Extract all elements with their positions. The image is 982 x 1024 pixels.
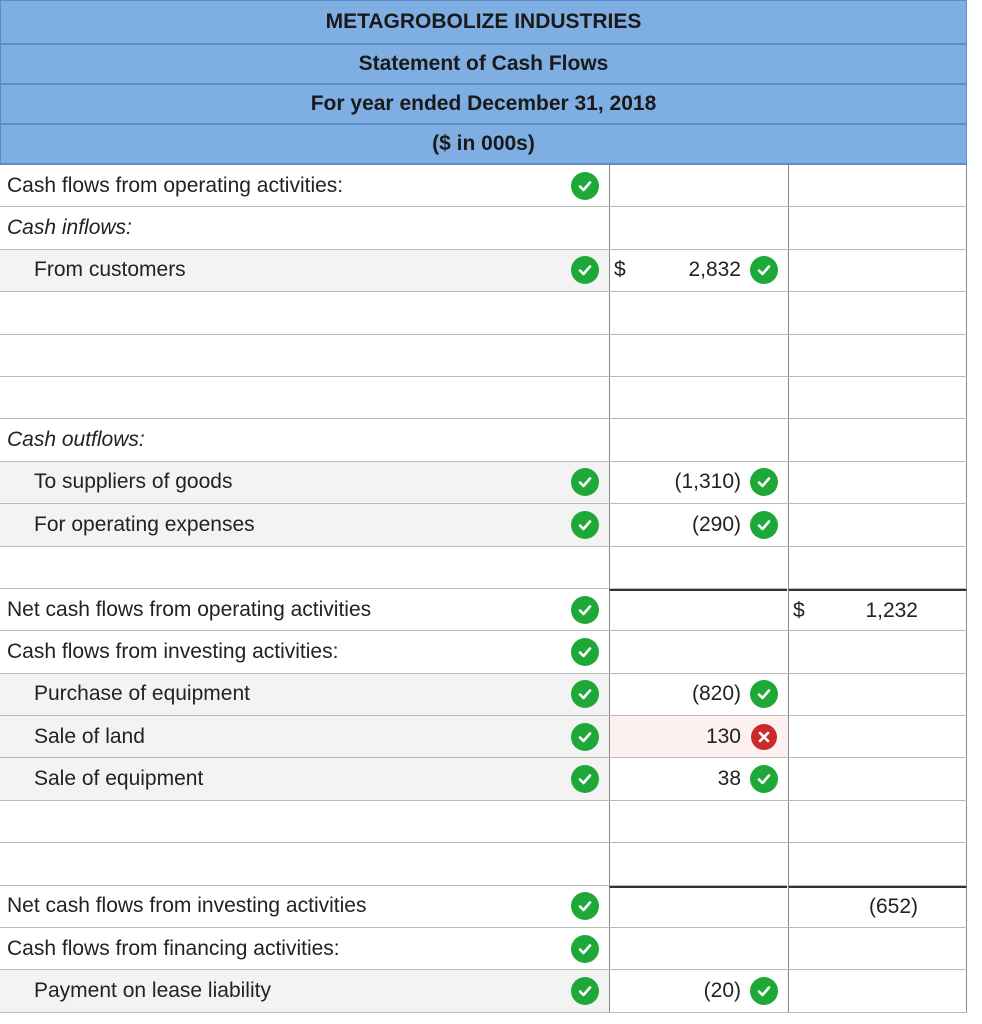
statement-title: Statement of Cash Flows [0, 45, 967, 85]
total-cell[interactable] [788, 928, 967, 969]
row-label[interactable] [0, 758, 608, 799]
table-row [0, 547, 967, 589]
total-cell[interactable] [788, 207, 967, 248]
check-icon [571, 172, 599, 200]
amount-cell[interactable] [609, 928, 787, 969]
amount-cell[interactable] [609, 207, 787, 248]
check-icon [750, 977, 778, 1005]
table-row [0, 843, 967, 885]
check-icon [571, 935, 599, 963]
amount-value: (290) [691, 512, 741, 536]
amount-cell[interactable] [609, 419, 787, 460]
total-cell[interactable] [788, 335, 967, 376]
table-row [0, 419, 967, 461]
row-label[interactable] [0, 716, 608, 757]
total-cell[interactable] [788, 970, 967, 1011]
total-cell[interactable] [788, 165, 967, 206]
check-icon [571, 468, 599, 496]
total-cell[interactable] [788, 292, 967, 333]
operating-expenses-label: For operating expenses [34, 512, 255, 536]
row-label[interactable] [0, 970, 608, 1011]
total-cell[interactable] [788, 250, 967, 291]
sale-equipment-label: Sale of equipment [34, 767, 204, 791]
amount-value: 2,832 [688, 258, 741, 282]
company-name: METAGROBOLIZE INDUSTRIES [0, 0, 967, 45]
check-icon [571, 680, 599, 708]
check-icon [571, 511, 599, 539]
table-row [0, 886, 967, 928]
amount-cell[interactable] [609, 292, 787, 333]
inv-heading-text: Cash flows from investing activities: [7, 639, 339, 663]
row-label[interactable] [0, 928, 608, 969]
amount-cell[interactable] [609, 886, 787, 927]
amount-cell[interactable] [609, 547, 787, 588]
check-icon [750, 256, 778, 284]
dollar-sign: $ [793, 598, 805, 622]
amount-value: (820) [691, 682, 741, 706]
amount-value: 130 [705, 724, 741, 748]
row-label[interactable] [0, 886, 608, 927]
row-label[interactable] [0, 504, 608, 545]
total-cell[interactable] [788, 419, 967, 460]
total-cell[interactable] [788, 801, 967, 842]
total-cell[interactable] [788, 589, 967, 630]
row-label[interactable] [0, 843, 608, 884]
check-icon [750, 765, 778, 793]
inflows-heading-text: Cash inflows: [7, 216, 132, 240]
amount-cell[interactable] [609, 335, 787, 376]
table-row [0, 292, 967, 334]
table-row [0, 674, 967, 716]
row-label[interactable] [0, 589, 608, 630]
op-heading-text: Cash flows from operating activities: [7, 173, 344, 197]
check-icon [750, 511, 778, 539]
total-value: (652) [868, 895, 918, 919]
amount-cell[interactable] [609, 801, 787, 842]
purchase-equipment-label: Purchase of equipment [34, 682, 250, 706]
table-row [0, 631, 967, 673]
table-row [0, 207, 967, 249]
total-cell[interactable] [788, 758, 967, 799]
total-cell[interactable] [788, 716, 967, 757]
total-value: 1,232 [865, 598, 918, 622]
fin-heading-text: Cash flows from financing activities: [7, 936, 340, 960]
amount-value: (1,310) [674, 470, 741, 494]
check-icon [571, 723, 599, 751]
table-row [0, 716, 967, 758]
lease-payment-label: Payment on lease liability [34, 979, 271, 1003]
amount-value: 38 [717, 767, 741, 791]
total-cell[interactable] [788, 886, 967, 927]
check-icon [571, 638, 599, 666]
row-label[interactable] [0, 801, 608, 842]
x-icon [751, 724, 777, 750]
amount-cell[interactable] [609, 165, 787, 206]
check-icon [571, 765, 599, 793]
units-label: ($ in 000s) [0, 125, 967, 165]
from-customers-label: From customers [34, 258, 186, 282]
amount-cell[interactable] [609, 377, 787, 418]
check-icon [571, 977, 599, 1005]
check-icon [571, 256, 599, 284]
amount-cell[interactable] [609, 843, 787, 884]
row-label[interactable] [0, 631, 608, 672]
table-row [0, 589, 967, 631]
to-suppliers-label: To suppliers of goods [34, 470, 233, 494]
row-label [0, 207, 608, 248]
row-label[interactable] [0, 377, 608, 418]
row-label [0, 419, 608, 460]
total-cell[interactable] [788, 504, 967, 545]
row-label[interactable] [0, 462, 608, 503]
total-cell[interactable] [788, 843, 967, 884]
table-row [0, 462, 967, 504]
check-icon [571, 892, 599, 920]
table-row [0, 335, 967, 377]
dollar-sign: $ [614, 258, 626, 282]
table-row [0, 970, 967, 1012]
outflows-heading-text: Cash outflows: [7, 428, 145, 452]
check-icon [571, 596, 599, 624]
row-label[interactable] [0, 250, 608, 291]
row-label[interactable] [0, 335, 608, 376]
sale-land-label: Sale of land [34, 724, 145, 748]
table-row [0, 377, 967, 419]
row-label[interactable] [0, 165, 608, 206]
table-row [0, 928, 967, 970]
total-cell[interactable] [788, 377, 967, 418]
row-label[interactable] [0, 547, 608, 588]
table-row [0, 250, 967, 292]
table-row [0, 165, 967, 207]
table-row [0, 504, 967, 546]
amount-cell[interactable] [609, 631, 787, 672]
net-operating-label: Net cash flows from operating activities [7, 597, 372, 621]
row-label[interactable] [0, 674, 608, 715]
total-cell[interactable] [788, 631, 967, 672]
check-icon [750, 468, 778, 496]
amount-value: (20) [703, 979, 741, 1003]
period-label: For year ended December 31, 2018 [0, 85, 967, 125]
table-row [0, 801, 967, 843]
total-cell[interactable] [788, 674, 967, 715]
amount-cell[interactable] [609, 589, 787, 630]
check-icon [750, 680, 778, 708]
total-cell[interactable] [788, 547, 967, 588]
total-cell[interactable] [788, 462, 967, 503]
table-row [0, 758, 967, 800]
net-investing-label: Net cash flows from investing activities [7, 894, 367, 918]
row-label[interactable] [0, 292, 608, 333]
